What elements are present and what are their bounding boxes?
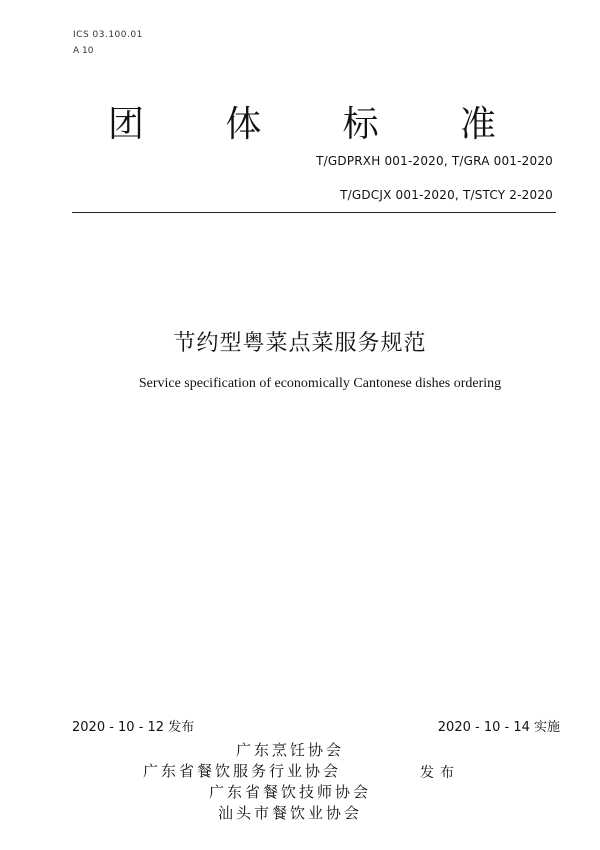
publisher-name: 广东省餐饮服务行业协会 (142, 762, 341, 780)
document-title-chinese: 节约型粤菜点菜服务规范 (173, 331, 427, 356)
standard-type-char: 标 (342, 104, 379, 145)
standard-type-heading (108, 96, 496, 147)
document-title-english: Service specification of economically Cantonese dishes ordering (138, 376, 502, 391)
standard-codes-line-1: T/GDPRXH 001-2020, T/GRA 001-2020 (316, 154, 553, 168)
publish-label: 发布 (420, 765, 460, 781)
publisher-name: 广东省餐饮技师协会 (208, 783, 371, 801)
publisher-name: 汕头市餐饮业协会 (217, 804, 362, 822)
implementation-date: 2020 - 10 - 14 实施 (437, 720, 560, 735)
standard-codes-line-2: T/GDCJX 001-2020, T/STCY 2-2020 (340, 188, 553, 202)
standard-type-char: 团 (108, 104, 145, 145)
standard-type-char: 体 (225, 104, 262, 145)
publisher-name: 广东烹饪协会 (235, 741, 344, 759)
publisher-list (0, 740, 600, 824)
ics-code: ICS 03.100.01 (73, 30, 143, 40)
standard-type-char: 准 (459, 104, 496, 145)
header-divider (72, 212, 556, 213)
issue-date: 2020 - 10 - 12 发布 (72, 720, 195, 735)
ccs-code: A 10 (73, 46, 94, 56)
